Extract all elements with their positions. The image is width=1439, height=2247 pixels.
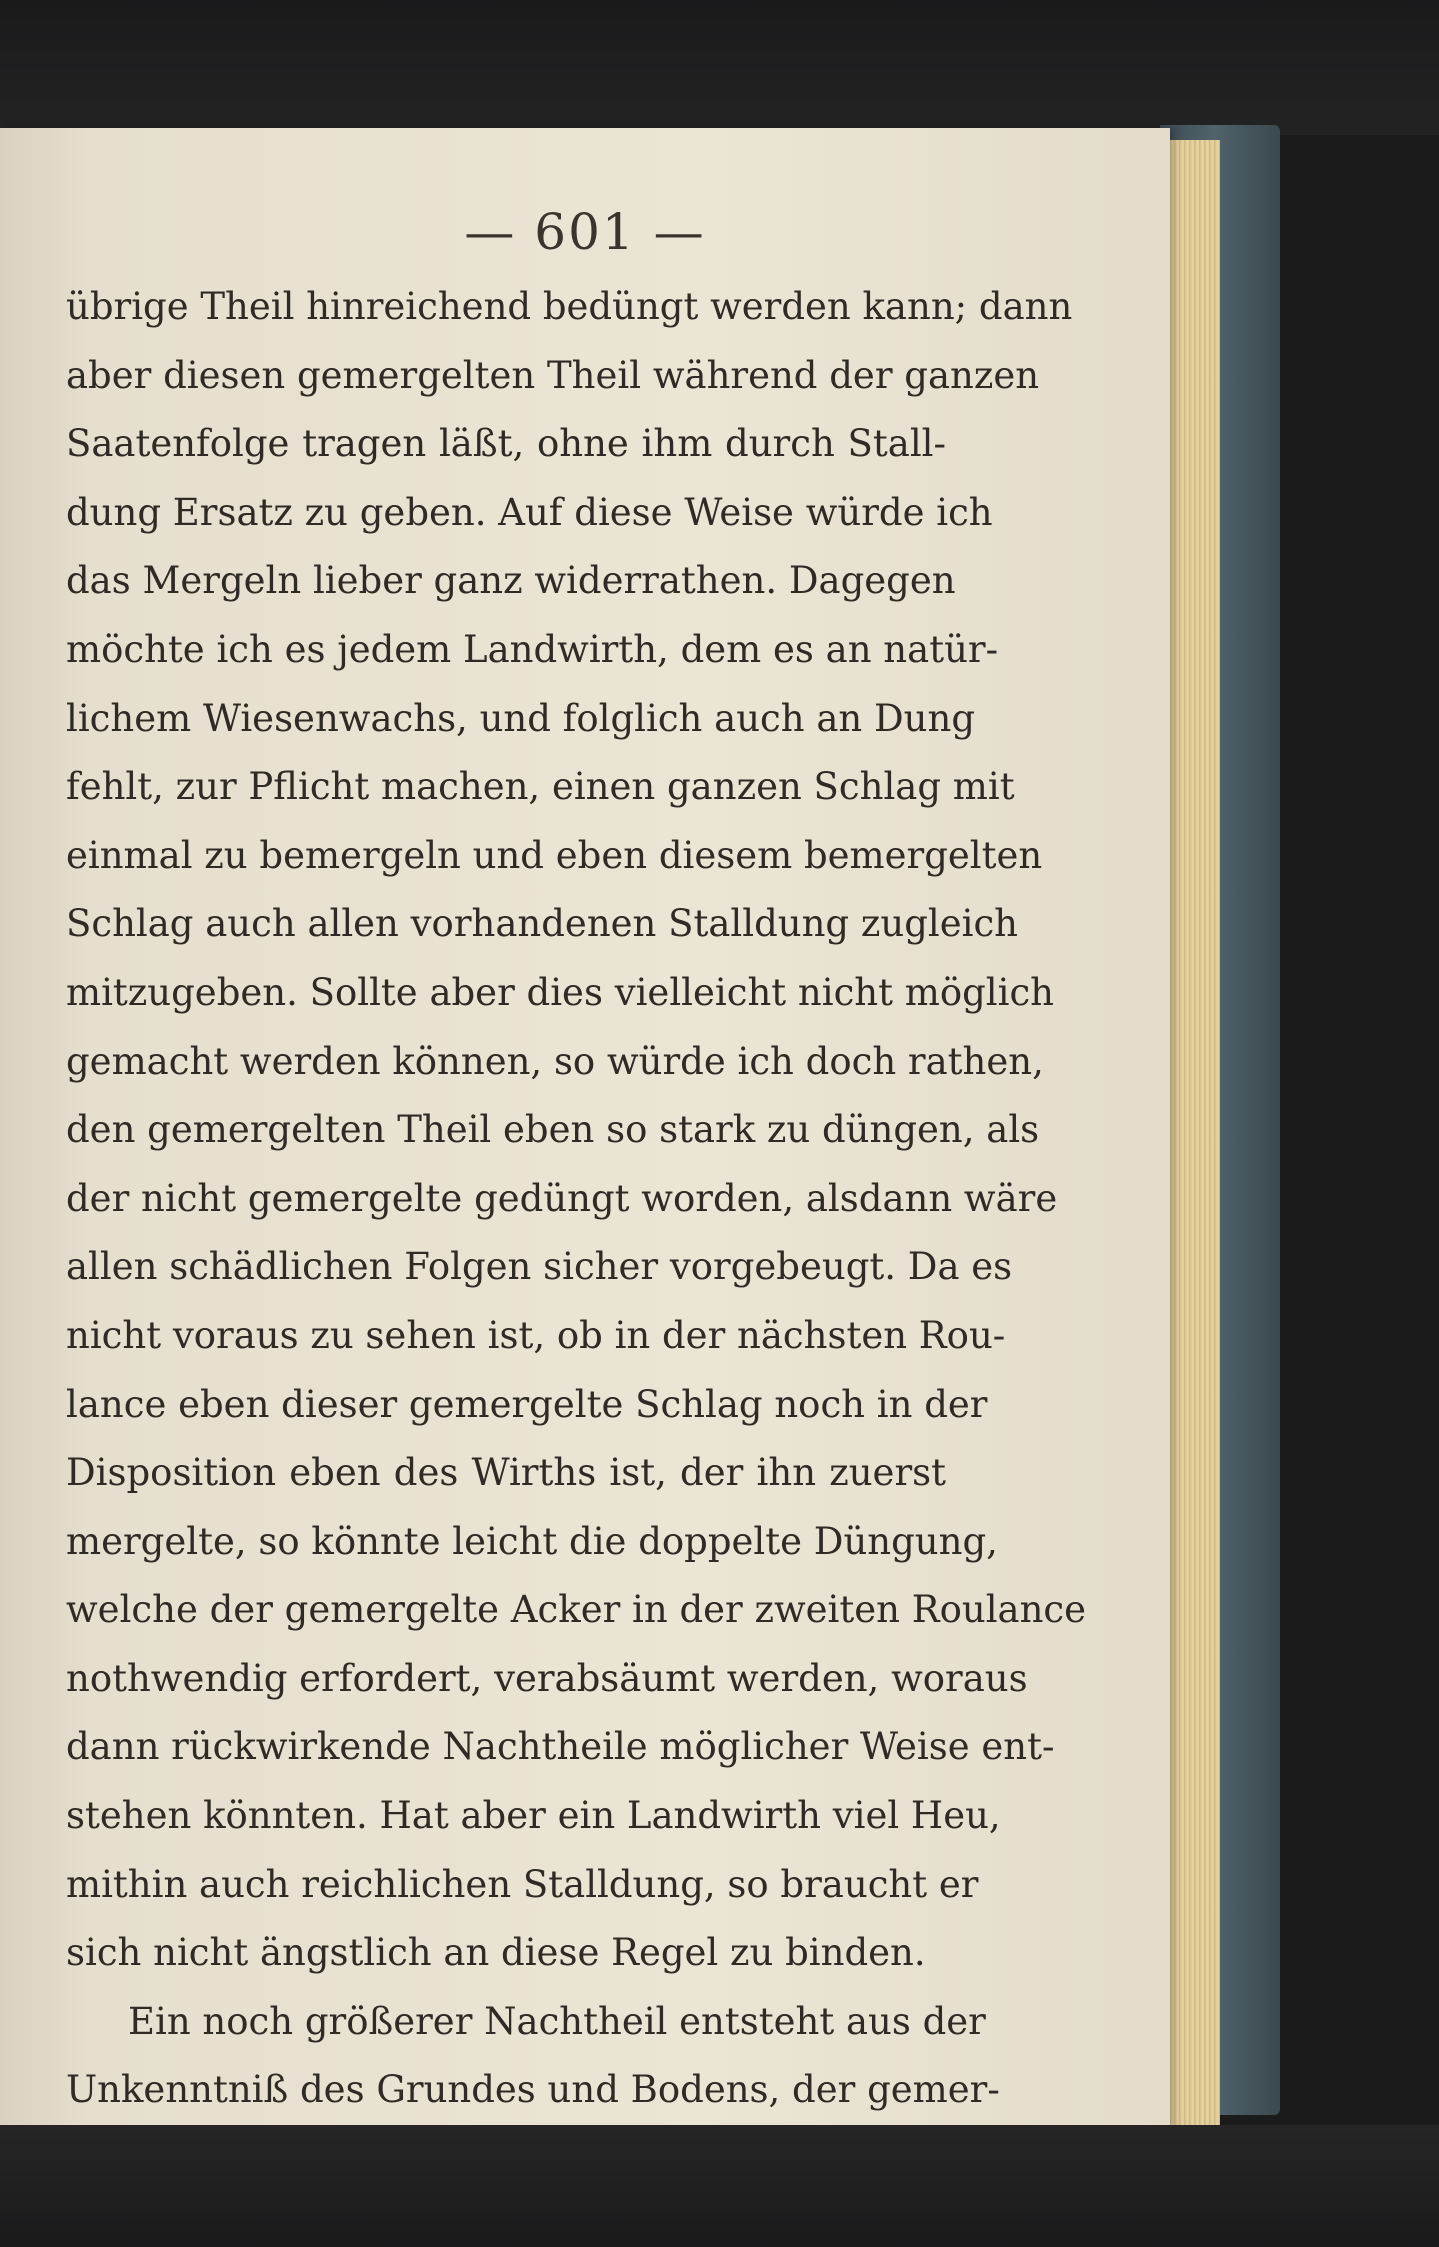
- text-line-2: aber diesen gemergelten Theil während der ganzen: [66, 353, 1040, 397]
- text-line-22: dann rückwirkende Nachtheile möglicher Weise ent-: [66, 1725, 1055, 1769]
- background-bottom: [0, 2125, 1439, 2247]
- text-line-24: mithin auch reichlichen Stalldung, so braucht er: [66, 1862, 979, 1906]
- page-edges: [1165, 140, 1220, 2125]
- text-line-11: mitzugeben. Sollte aber dies vielleicht nicht möglich: [66, 970, 1055, 1014]
- page-number-header: — 601 —: [464, 203, 706, 261]
- text-line-5: das Mergeln lieber ganz widerrathen. Dagegen: [66, 559, 956, 603]
- text-line-6: möchte ich es jedem Landwirth, dem es an natür-: [66, 627, 999, 671]
- page-body-text: [66, 273, 1087, 2125]
- text-line-18: Disposition eben des Wirths ist, der ihn zuerst: [66, 1451, 946, 1495]
- text-line-1: übrige Theil hinreichend bedüngt werden kann; dann: [66, 285, 1073, 328]
- text-line-15: allen schädlichen Folgen sicher vorgebeugt. Da es: [66, 1245, 1013, 1289]
- text-line-9: einmal zu bemergeln und eben diesem bemergelten: [66, 833, 1043, 877]
- text-line-27: Unkenntniß des Grundes und Bodens, der gemer-: [66, 2068, 1000, 2112]
- text-line-4: dung Ersatz zu geben. Auf diese Weise würde ich: [66, 490, 993, 534]
- background-top: [0, 0, 1439, 135]
- text-line-13: den gemergelten Theil eben so stark zu düngen, als: [66, 1108, 1040, 1152]
- text-line-20: welche der gemergelte Acker in der zweiten Roulance: [66, 1588, 1087, 1632]
- text-line-25: sich nicht ängstlich an diese Regel zu binden.: [66, 1931, 926, 1975]
- book-page: [0, 128, 1170, 2128]
- text-line-10: Schlag auch allen vorhandenen Stalldung zugleich: [66, 902, 1018, 946]
- text-line-3: Saatenfolge tragen läßt, ohne ihm durch Stall-: [66, 422, 946, 466]
- text-line-16: nicht voraus zu sehen ist, ob in der nächsten Rou-: [66, 1313, 1006, 1357]
- text-line-8: fehlt, zur Pflicht machen, einen ganzen Schlag mit: [66, 765, 1015, 809]
- text-line-7: lichem Wiesenwachs, und folglich auch an Dung: [66, 696, 976, 740]
- text-line-21: nothwendig erfordert, verabsäumt werden, woraus: [66, 1656, 1028, 1700]
- text-line-12: gemacht werden können, so würde ich doch rathen,: [66, 1039, 1044, 1083]
- text-line-17: lance eben dieser gemergelte Schlag noch in der: [66, 1382, 988, 1426]
- text-line-23: stehen könnten. Hat aber ein Landwirth viel Heu,: [66, 1794, 1001, 1838]
- text-line-26: Ein noch größerer Nachtheil entsteht aus der: [128, 1999, 986, 2043]
- text-line-19: mergelte, so könnte leicht die doppelte Düngung,: [66, 1519, 998, 1563]
- text-line-14: der nicht gemergelte gedüngt worden, alsdann wäre: [66, 1176, 1058, 1220]
